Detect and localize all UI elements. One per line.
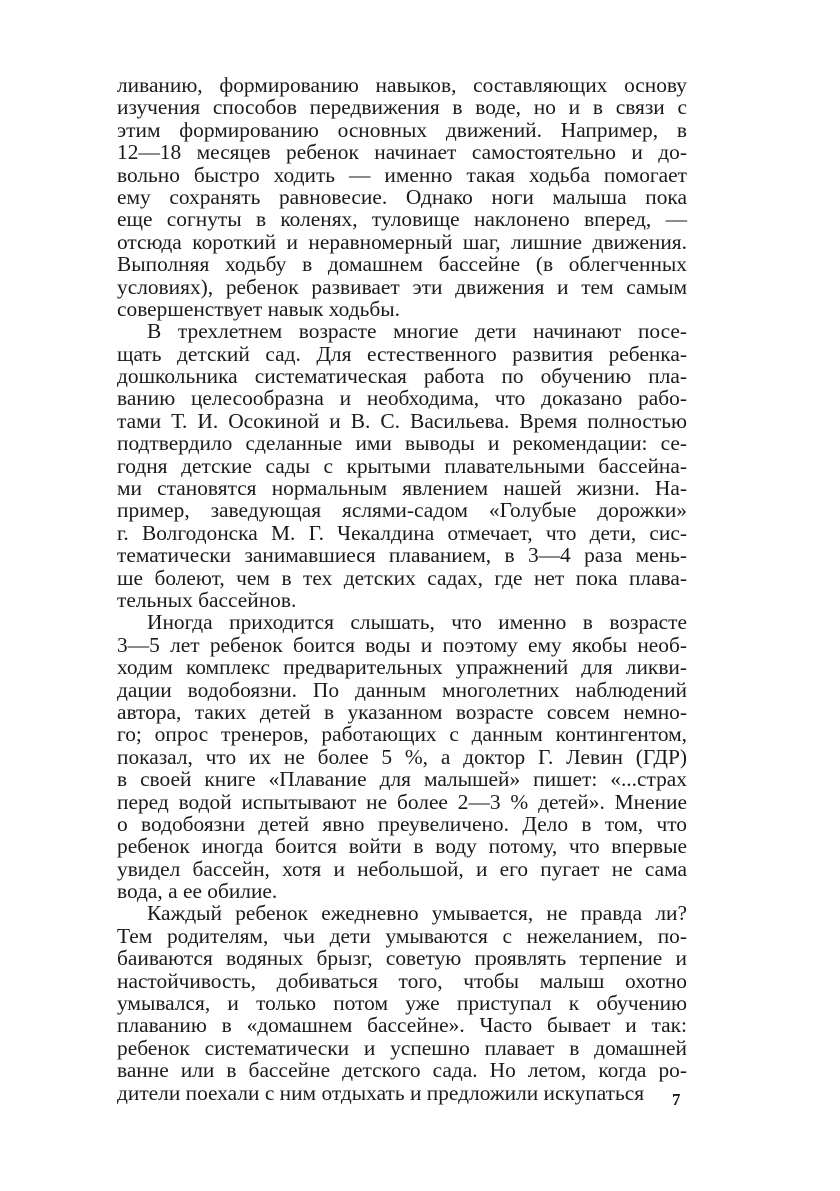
text-line: изучения способов передвижения в воде, но и в связи с <box>117 95 687 120</box>
text-line: ванне или в бассейне детского сада. Но летом, когда ро- <box>117 1058 687 1083</box>
text-line: ванию целесообразна и необходима, что доказано рабо- <box>117 386 687 411</box>
paragraph <box>117 320 687 611</box>
text-line: тельных бассейнов. <box>117 587 297 612</box>
text-line: тематически занимавшиеся плаванием, в 3—4 раза мень- <box>117 543 687 568</box>
page-number: 7 <box>672 1090 681 1109</box>
text-line: пример, заведующая яслями-садом «Голубые дорожки» <box>117 498 687 523</box>
text-line: показал, что их не более 5 %, а доктор Г. Левин (ГДР) <box>117 744 687 769</box>
text-line: годня детские сады с крытыми плавательными бассейна- <box>117 453 687 478</box>
text-line: отсюда короткий и неравномерный шаг, лишние движения. <box>117 229 687 254</box>
text-line: дители поехали с ним отдыхать и предложили искупаться <box>117 1080 645 1105</box>
text-line: умывался, и только потом уже приступал к обучению <box>117 991 687 1016</box>
text-line: ливанию, формированию навыков, составляющих основу <box>117 73 687 97</box>
text-line: дошкольника систематическая работа по обучению пла- <box>117 364 687 389</box>
text-line: Тем родителям, чьи дети умываются с нежеланием, по- <box>117 923 687 948</box>
text-line: ше болеют, чем в тех детских садах, где нет пока плава- <box>117 565 687 590</box>
text-line: В трехлетнем возрасте многие дети начинают посе- <box>147 319 687 344</box>
text-line: Каждый ребенок ежедневно умывается, не правда ли? <box>147 901 687 926</box>
text-line: тами Т. И. Осокиной и В. С. Васильева. Время полностью <box>117 408 687 433</box>
text-line: еще согнуты в коленях, туловище наклонено вперед, — <box>117 207 687 232</box>
text-line: го; опрос тренеров, работающих с данным контингентом, <box>117 722 687 747</box>
text-line: 3—5 лет ребенок боится воды и поэтому ему якобы необ- <box>117 632 687 657</box>
text-line: плаванию в «домашнем бассейне». Часто бывает и так: <box>117 1013 687 1038</box>
text-line: совершенствует навык ходьбы. <box>117 296 400 321</box>
text-line: настойчивость, добиваться того, чтобы малыш охотно <box>117 968 687 993</box>
text-line: ми становятся нормальным явлением нашей жизни. На- <box>117 476 687 501</box>
text-line: условиях), ребенок развивает эти движения и тем самым <box>117 274 687 299</box>
text-line: о водобоязни детей явно преувеличено. Дело в том, что <box>117 811 687 836</box>
text-line: ему сохранять равновесие. Однако ноги малыша пока <box>117 184 687 209</box>
paragraph <box>117 902 687 1104</box>
text-line: Иногда приходится слышать, что именно в возрасте <box>147 610 687 635</box>
text-line: ребенок иногда боится войти в воду потому, что впервые <box>117 834 687 859</box>
text-line: дации водобоязни. По данным многолетних наблюдений <box>117 677 687 702</box>
text-line: подтвердило сделанные ими выводы и рекомендации: се- <box>117 431 687 456</box>
text-line: вольно быстро ходить — именно такая ходьба помогает <box>117 162 687 187</box>
text-line: Выполняя ходьбу в домашнем бассейне (в облегченных <box>117 252 687 277</box>
text-line: в своей книге «Плавание для малышей» пишет: «...страх <box>117 767 687 792</box>
text-line: вода, а ее обилие. <box>117 879 278 904</box>
text-line: баиваются водяных брызг, советую проявлять терпение и <box>117 946 687 971</box>
body-text <box>117 74 687 1104</box>
text-line: ходим комплекс предварительных упражнений для ликви- <box>117 655 687 680</box>
text-line: увидел бассейн, хотя и небольшой, и его пугает не сама <box>117 856 687 881</box>
text-line: г. Волгодонска М. Г. Чекалдина отмечает, что дети, сис- <box>117 520 687 545</box>
text-line: автора, таких детей в указанном возрасте совсем немно- <box>117 699 687 724</box>
text-line: ребенок систематически и успешно плавает в домашней <box>117 1035 687 1060</box>
text-line: этим формированию основных движений. Например, в <box>117 117 687 142</box>
paragraph <box>117 74 687 320</box>
text-line: перед водой испытывают не более 2—3 % детей». Мнение <box>117 789 687 814</box>
text-line: щать детский сад. Для естественного развития ребенка- <box>117 341 687 366</box>
paragraph <box>117 611 687 902</box>
text-line: 12—18 месяцев ребенок начинает самостоятельно и до- <box>117 140 687 165</box>
